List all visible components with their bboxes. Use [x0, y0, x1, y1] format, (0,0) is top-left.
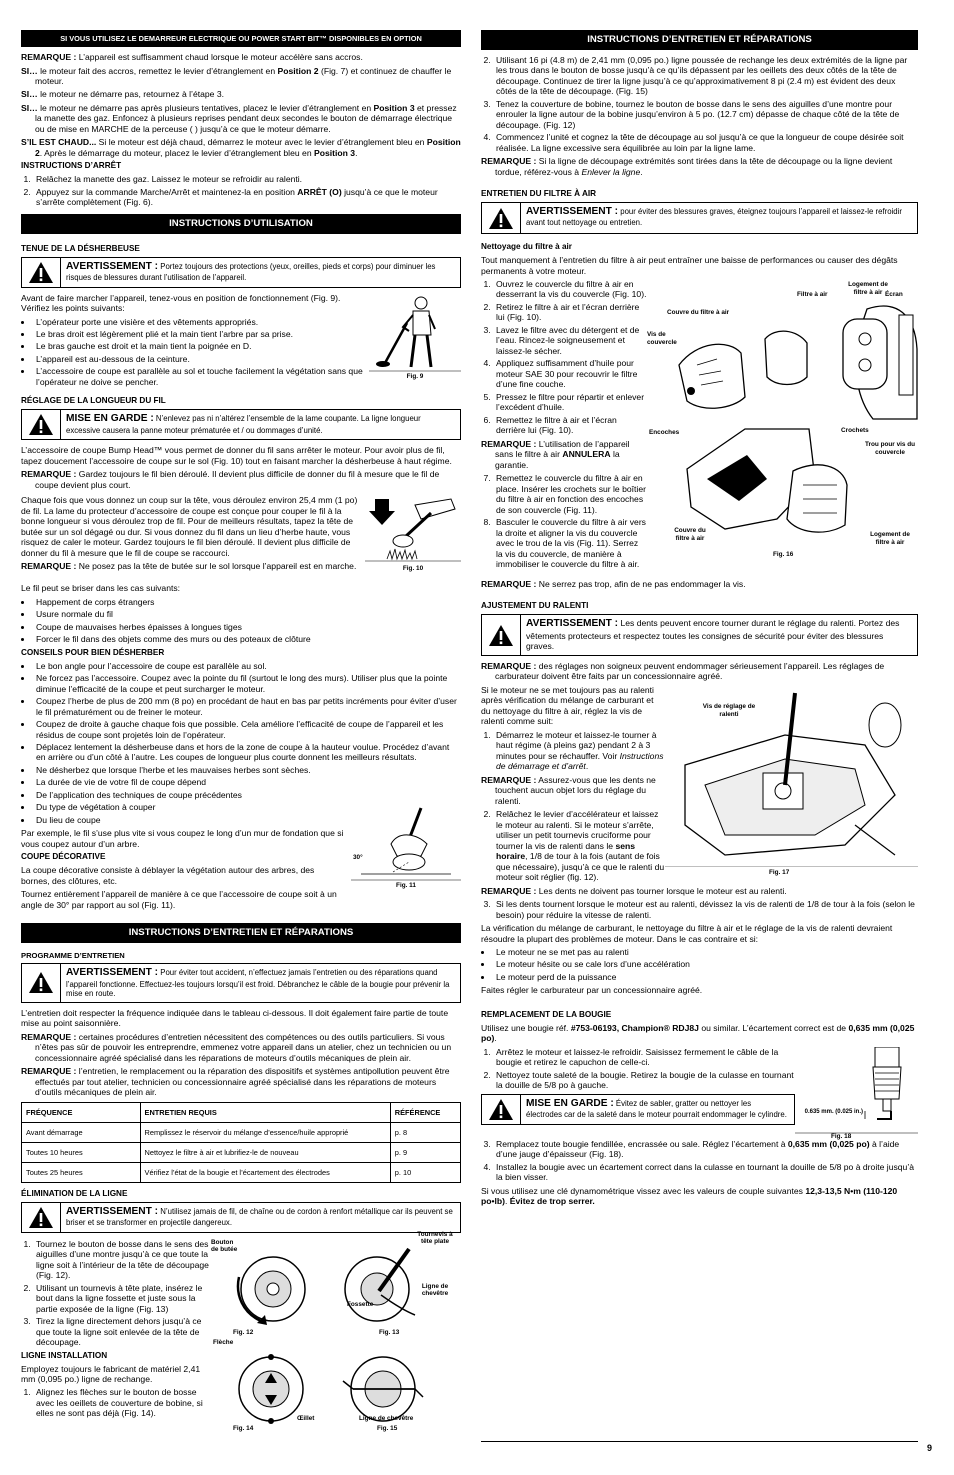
list-item: 4. Appliquez suffisamment d’huile pour moteur SAE 30 pour recouvrir le filtre d’une fine couche.	[493, 358, 647, 389]
paragraph: REMARQUE : Les dents ne doivent pas tourner lorsque le moteur est au ralenti.	[481, 885, 787, 896]
fig16-label: Vis de couvercle	[647, 331, 677, 346]
line-length-heading: RÉGLAGE DE LA LONGUEUR DU FIL	[21, 396, 166, 406]
idle-section	[481, 685, 918, 886]
list-item: 3. Tenez la couverture de bobine, tournez le bouton de bosse dans le sens des aiguilles d’une montre pour enrouler la ligne autour de la bobine jusqu’environ à 5 po. (12.7 cm) dépasse de chaque côté de la tête de découpage. (Fig. 12)	[493, 99, 918, 130]
list-item: • De l’application des techniques de coupe précédentes	[33, 790, 461, 800]
fig16-label: Logement de filtre à air	[848, 281, 888, 296]
line-install-continued	[481, 55, 918, 153]
cleaning-steps-continued	[481, 473, 647, 569]
line-removal-section	[21, 1230, 461, 1433]
figure-18	[795, 1047, 918, 1139]
list-item: 2. Nettoyez toute saleté de la bougie. Retirez la bougie de la culasse en tournant la douille de 5/8 po à gauche.	[493, 1070, 795, 1091]
table-cell: p. 10	[390, 1162, 460, 1182]
fig17-label: Vis de réglage de ralenti	[702, 702, 756, 718]
list-item: • Usure normale du fil	[33, 609, 461, 619]
figure-caption: Fig. 13	[379, 1328, 400, 1336]
paragraph: REMARQUE : L’appareil est suffisamment chaud lorsque le moteur accélère sans accros.	[21, 52, 363, 63]
list-item: • Du lieu de coupe	[33, 815, 461, 825]
list-item: 2. Relâchez le levier d’accélérateur et laissez le moteur au ralenti. Si le moteur s’arrête, utiliser un petit tournevis cruciforme pour tourner la vis de ralenti dans le sens horaire, 1/8 de tour à la fois (autant de fois que nécessaire), jusqu’à ce que le ralenti du moteur soit réglier (fig. 12).	[493, 809, 665, 882]
figure-10	[365, 497, 461, 573]
list-item: 8. Basculer le couvercle du filtre à air vers la droite et aligner la vis du couvercle avec le trou de la vis (Fig. 11). Serrez la vis du couvercle, de manière à immobiliser le couvercle du filtre à air.	[493, 517, 647, 569]
spark-plug-section	[481, 1047, 918, 1139]
warning-icon	[22, 964, 61, 1001]
paragraph: REMARQUE : Ne serrez pas trop, afin de ne pas endommager la vis.	[481, 579, 746, 589]
table-cell: Nettoyez le filtre à air et lubrifiez-le de nouveau	[140, 1142, 390, 1162]
list-item: • L’accessoire de coupe est parallèle au sol et touche facilement la végétation sans que l’opérateur ne doive se pencher.	[33, 366, 461, 387]
spark-plug-illustration	[795, 1047, 918, 1135]
paragraph: La coupe décorative consiste à déblayer la végétation autour des arbres, des bornes, des clôtures, etc.	[21, 865, 315, 886]
cleaning-steps	[481, 279, 647, 436]
break-causes	[21, 597, 461, 645]
column-header: RÉFÉRENCE	[390, 1102, 460, 1122]
list-item: 2. Utilisant un tournevis à tête plate, insérez le bout dans la ligne fossette et juste sous la partie exposée de la ligne (Fig. 13)	[33, 1283, 211, 1314]
figure-caption: Fig. 12	[233, 1328, 254, 1336]
fig16-label: Couvre du filtre à air	[674, 527, 706, 542]
warning-box: AVERTISSEMENT : Pour éviter tout accident, n’effectuez jamais l’entretien ou des réparations quand l’appareil fonctionne. Effectuez-les toujours lorsqu’il est froid. Débranchez le câble de la bougie pour prévenir la mise en route.	[21, 963, 461, 1002]
fig16-label: Logement de filtre à air	[870, 531, 910, 546]
paragraph: Employez toujours le fabricant de matériel 2,41 mm (0,095 po.) ligne de rechange.	[21, 1363, 201, 1384]
schedule-heading: PROGRAMME D’ENTRETIEN	[21, 950, 125, 960]
warning-icon	[482, 1095, 521, 1124]
list-item: 1. Arrêtez le moteur et laissez-le refroidir. Saisissez fermement le câble de la bougie et retirez le capuchon de celle-ci.	[493, 1047, 795, 1068]
list-item: 2. Appuyez sur la commande Marche/Arrêt et maintenez-la en position ARRÊT (O) jusqu’à ce que le moteur s’arrête complètement (Fig. 6).	[33, 187, 461, 208]
figure-caption: Fig. 10	[402, 565, 424, 573]
list-item: 4. Commencez l’unité et cognez la tête de découpage au sol jusqu’à ce que la longueur de coupe désirée soit réalisée. La ligne excessive sera équilibrée au loin par la ligne lame.	[493, 132, 918, 153]
fig18-label: 0.635 mm. (0.025 in.)	[804, 1108, 863, 1115]
figure-12-illustration	[225, 1243, 315, 1329]
paragraph: S’IL EST CHAUD... Si le moteur est déjà chaud, démarrez le moteur avec le levier d’étranglement bleu en Position 2. Après le démarrage du moteur, placez le levier d’étranglement bleu en Position 3.	[21, 137, 461, 158]
table-header-row	[22, 1102, 461, 1122]
hold-heading: TENUE DE LA DÉSHERBEUSE	[21, 243, 140, 253]
list-item: • L’appareil est au-dessous de la ceinture.	[33, 354, 461, 364]
figure-caption: Fig. 9	[406, 372, 424, 380]
operator-illustration	[369, 293, 461, 373]
list-item: • Coupez de droite à gauche chaque fois que possible. Cela améliore l’efficacité de coupe de l’appareil et les résidus de coupe sont projetés loin de l’opérateur.	[33, 719, 461, 740]
paragraph: Chaque fois que vous donnez un coup sur la tête, vous déroulez environ 25,4 mm (1 po) de fil. La lame du protecteur d’accessoire de coupe est conçue pour couper le fil à la bonne longueur si vous déroulez trop de fil. Pour de meilleurs résultats, tapez la tête de butée sur un sol dégagé ou dur. Si vous donnez du fil dans un lieu d’herbe haute, vous risquez de caler le moteur. Gardez toujours le fil bien déroulé. Il devient plus difficile de donner du fil à mesure que le fil de coupe se raccourci.	[21, 495, 358, 558]
paragraph: REMARQUE : Ne posez pas la tête de butée sur le sol lorsque l’appareil est en marche.	[21, 561, 357, 572]
list-item: • Le bras gauche est droit et la main tient la poignée en D.	[33, 341, 461, 351]
idle-steps-final	[481, 899, 918, 920]
list-item: • Forcer le fil dans des objets comme des murs ou des poteaux de clôture	[33, 634, 461, 644]
list-item: 6. Remettez le filtre à air et l’écran derrière lui (Fig. 10).	[493, 415, 647, 436]
figure-caption: Fig. 11	[396, 882, 416, 890]
figure-16-illustration	[647, 279, 918, 569]
paragraph: Avant de faire marcher l’appareil, tenez-vous en position de fonctionnement (Fig. 9). Vérifiez les points suivants:	[21, 292, 341, 314]
decorative-cut-illustration	[351, 804, 461, 882]
fig15-label: Ligne de chevêtre	[359, 1414, 414, 1422]
plug-steps	[481, 1047, 795, 1091]
warning-icon	[22, 258, 61, 287]
table-row	[22, 1122, 461, 1142]
list-item: 3. Tirez la ligne directement dehors jusqu’à ce que toute la ligne soit enlevée de la tête de découpage.	[33, 1316, 211, 1347]
column-header: ENTRETIEN REQUIS	[140, 1102, 390, 1122]
install-heading: LIGNE INSTALLATION	[21, 1350, 108, 1360]
operation-header: INSTRUCTIONS D’UTILISATION	[21, 214, 461, 234]
list-item: 1. Tournez le bouton de bosse dans le sens des aiguilles d’une montre jusqu’à ce que toute la ligne soit à l’intérieur de la tête de découpage (Fig. 12).	[33, 1239, 211, 1281]
list-item: • Le bon angle pour l’accessoire de coupe est parallèle au sol.	[33, 661, 461, 671]
table-cell: Remplissez le réservoir du mélange d’essence/huile approprié	[140, 1122, 390, 1142]
table-cell: Avant démarrage	[22, 1122, 141, 1142]
cleaning-heading: Nettoyage du filtre à air	[481, 242, 572, 252]
list-item: • Du type de végétation à couper	[33, 802, 461, 812]
table-cell: Toutes 25 heures	[22, 1162, 141, 1182]
table-cell: p. 9	[390, 1142, 460, 1162]
stop-heading: INSTRUCTIONS D’ARRÊT	[21, 161, 122, 171]
list-item: • Le moteur ne se met pas au ralenti	[493, 947, 918, 957]
paragraph: REMARQUE : L’utilisation de l’appareil sans le filtre à air ANNULERA la garantie.	[481, 438, 630, 470]
caution-box: MISE EN GARDE : Évitez de sabler, gratter ou nettoyer les électrodes car de la saleté dans le moteur pourrait endommager le cylindre.	[481, 1094, 795, 1125]
table-row	[22, 1142, 461, 1162]
electric-starter-header: SI VOUS UTILISEZ LE DEMARREUR ELECTRIQUE OU POWER START BIT™ DISPONIBLES EN OPTION	[21, 30, 461, 47]
paragraph: REMARQUE : l’entretien, le remplacement ou la réparation des dispositifs et systèmes antipollution peuvent être effectués par tout atelier, technicien ou concessionnaire agréé spécialisé dans les réparations de moteurs d’outils mécaniques de plein air.	[21, 1066, 450, 1098]
list-item: • Happement de corps étrangers	[33, 597, 461, 607]
line-removal-heading: ÉLIMINATION DE LA LIGNE	[21, 1188, 128, 1198]
fig16-label: Crochets	[841, 427, 869, 434]
list-item: 3. Lavez le filtre avec du détergent et de l’eau. Rincez-le soigneusement et laissez-le sécher.	[493, 325, 647, 356]
maintenance-schedule-table	[21, 1102, 461, 1183]
figure-caption: Fig. 18	[831, 1132, 852, 1140]
figure-caption: Fig. 17	[769, 868, 790, 876]
tips-list	[21, 661, 461, 826]
warning-icon	[482, 615, 521, 654]
angle-label: 30°	[353, 854, 363, 862]
fig16-label: Couvre du filtre à air	[667, 309, 730, 316]
idle-steps	[481, 730, 665, 772]
list-item: • Le bras droit est légèrement plié et la main tient l’arbre par sa prise.	[33, 329, 461, 339]
list-item: 2. Retirez le filtre à air et l’écran derrière lui (Fig. 10).	[493, 302, 647, 323]
fig13-label: Ligne de chevêtre	[421, 1282, 449, 1298]
paragraph: REMARQUE : Gardez toujours le fil bien déroulé. Il devient plus difficile de donner du fil à mesure que le fil de coupe devient plus court.	[21, 469, 440, 490]
list-item: 1. Relâchez la manette des gaz. Laissez le moteur se refroidir au ralenti.	[33, 174, 461, 184]
table-cell: p. 8	[390, 1122, 460, 1142]
removal-steps	[21, 1239, 211, 1348]
figure-caption: Fig. 14	[233, 1424, 254, 1432]
paragraph: Si le moteur ne se met toujours pas au ralenti après vérification du mélange de carburant et du nettoyage du filtre à air, réglez la vis de ralenti comme suit:	[481, 684, 654, 727]
paragraph: L’entretien doit respecter la fréquence indiquée dans le tableau ci-dessous. Il doit également faire partie de toute mise au point saisonnière.	[21, 1007, 449, 1029]
list-item: • L’opérateur porte une visière et des vêtements appropriés.	[33, 317, 461, 327]
decorative-heading: COUPE DÉCORATIVE	[21, 852, 106, 862]
list-item: • Ne désherbez que lorsque l’herbe et les mauvaises herbes sont sèches.	[33, 765, 461, 775]
paragraph: SI… le moteur fait des accros, remettez le levier d’étranglement en Position 2 (Fig. 7) et continuez de chauffer le moteur.	[21, 65, 452, 86]
table-cell: Toutes 10 heures	[22, 1142, 141, 1162]
fig16-label: Encoches	[649, 429, 680, 436]
idle-problems	[481, 947, 918, 982]
list-item: 3. Si les dents tournent lorsque le moteur est au ralenti, dévissez la vis de ralenti de 1/8 de tour à la fois (selon le besoin) pour réduire la vitesse de ralenti.	[493, 899, 918, 920]
figure-16	[647, 279, 918, 579]
table-row	[22, 1162, 461, 1182]
fig13-label: Fossette	[347, 1300, 374, 1308]
figure-caption: Fig. 16	[773, 551, 794, 558]
fig13-label: Tournevis à tête plate	[417, 1230, 453, 1246]
list-item: • Coupe de mauvaises herbes épaisses à longues tiges	[33, 622, 461, 632]
paragraph: REMARQUE : des réglages non soigneux peuvent endommager sérieusement l’appareil. Les réglages de carburateur doivent être faits par un concessionnaire agréé.	[481, 660, 885, 682]
table-cell: Vérifiez l’état de la bougie et l’écartement des électrodes	[140, 1162, 390, 1182]
fig16-label: Écran	[885, 291, 903, 298]
warning-box: AVERTISSEMENT : Portez toujours des protections (yeux, oreilles, pieds et corps) pour diminuer les risques de blessures durant l’utilisation de l’appareil.	[21, 257, 461, 288]
fig16-label: Trou pour vis du couvercle	[864, 441, 916, 456]
paragraph: Tournez entièrement l’appareil de manière à ce que l’accessoire de coupe soit à un angle de 30° par rapport au sol (Fig. 11).	[21, 889, 337, 910]
paragraph: REMARQUE : Assurez-vous que les dents ne touchent aucun objet lors du réglage du ralenti.	[481, 774, 656, 806]
list-item: 1. Alignez les flèches sur le bouton de bosse avec les oeillets de couverture de bobine, si elles ne sont pas déjà (Fig. 14).	[33, 1387, 211, 1418]
maintenance-header-left: INSTRUCTIONS D’ENTRETIEN ET RÉPARATIONS	[21, 923, 461, 943]
list-item: 2. Utilisant 16 pi (4.8 m) de 2,41 mm (0,095 po.) ligne poussée de rechange les deux extrémités de la ligne par les trous dans le bouton de bosse jusqu’à ce qu’ils dépassent par les oeillets des deux côtés de la tête de découpage. Continuez de tirer la ligne jusqu’à ce qu’approximativement 8 pi (2.4 m) est évident des deux côtés de la tête de découpage. (Fig. 15)	[493, 55, 918, 97]
stop-steps	[21, 174, 461, 207]
fig16-label: Filtre à air	[797, 291, 828, 298]
paragraph: Faites régler le carburateur par un concessionnaire agréé.	[481, 985, 703, 996]
paragraph: Le fil peut se briser dans les cas suivants:	[21, 583, 181, 594]
list-item: • Déplacez lentement la désherbeuse dans et hors de la zone de coupe à la hauteur voulue. Procédez d’avant en arrière ou d’un côté à l’autre. Les coupes de longueur plus courte donnent les meilleurs résultats.	[33, 742, 461, 763]
column-header: FRÉQUENCE	[22, 1102, 141, 1122]
paragraph: SI… le moteur ne démarre pas après plusieurs tentatives, placez le levier d’étranglement en Position 3 et pressez la manette des gaz. Enfoncez à plusieurs reprises pendant deux secondes le bouton de démarrage électrique ou de mise en MARCHE de la perceuse ( ) jusqu’à ce que le moteur démarre.	[21, 102, 457, 134]
warning-box: AVERTISSEMENT : Les dents peuvent encore tourner durant le réglage du ralenti. Portez des vêtements protecteurs et respectez toutes les consignes de sécurité pour éviter des blessures graves.	[481, 614, 918, 655]
warning-icon	[22, 410, 61, 439]
spark-plug-heading: REMPLACEMENT DE LA BOUGIE	[481, 1009, 612, 1019]
figure-9	[369, 293, 461, 381]
maintenance-header-right: INSTRUCTIONS D’ENTRETIEN ET RÉPARATIONS	[481, 30, 918, 50]
paragraph: REMARQUE : certaines procédures d’entretien nécessitent des compétences ou des outils particuliers. Si vous n’êtes pas sûr de pouvoir les entreprendre, emmenez votre appareil dans un atelier, chez un technicien ou un concessionnaire agréé spécialisé dans les réparations de moteurs d’outils mécaniques de plein air.	[21, 1031, 452, 1063]
list-item: 1. Ouvrez le couvercle du filtre à air en desserrant la vis du couvercle (Fig. 10).	[493, 279, 647, 300]
idle-heading: AJUSTEMENT DU RALENTI	[481, 601, 589, 611]
list-item: 3. Remplacez toute bougie fendillée, encrassée ou sale. Réglez l’écartement à 0,635 mm (0,025 po) à l’aide d’une jauge d’épaisseur (Fig. 18).	[493, 1139, 918, 1160]
air-filter-heading: ENTRETIEN DU FILTRE À AIR	[481, 189, 597, 199]
idle-steps-continued	[481, 809, 665, 882]
paragraph: Tout manquement à l’entretien du filtre à air peut entraîner une baisse de performances ou causer des dégâts permanents à votre moteur.	[481, 255, 898, 276]
warning-icon	[22, 1203, 61, 1232]
figures-12-15	[211, 1230, 461, 1433]
footer-rule	[481, 1441, 918, 1442]
paragraph: La vérification du mélange de carburant, le nettoyage du filtre à air et le réglage de la vis de ralenti devraient résoudre la plupart des problèmes de moteur. Dans le cas contraire et si:	[481, 923, 893, 944]
paragraph: Utilisez une bougie réf. #753-06193, Champion® RDJ8J ou similar. L’écartement correct est de 0,635 mm (0,025 po).	[481, 1022, 915, 1044]
right-column	[481, 30, 918, 1210]
list-item: • Le moteur hésite ou se cale lors d’une accélération	[493, 959, 918, 969]
list-item: • La durée de vie de votre fil de coupe dépend	[33, 777, 461, 787]
paragraph: Par exemple, le fil s’use plus vite si vous coupez le long d’un mur de fondation que si vous coupez autour d’un arbre.	[21, 828, 344, 849]
paragraph: REMARQUE : Si la ligne de découpage extrémités sont tirées dans la tête de découpage ou la ligne devient tordue, référez-vous à Enlever la ligne.	[481, 156, 893, 177]
list-item: • Ne forcez pas l’accessoire. Coupez avec la pointe du fil (surtout le long des murs). Utiliser plus que la pointe diminue l’efficacité de la coupe et peut surcharger le moteur.	[33, 673, 461, 694]
page-number: 9	[926, 1443, 932, 1453]
list-item: 4. Installez la bougie avec un écartement correct dans la culasse en tournant la douille de 5/8 po à droite jusqu’à la bien visser.	[493, 1162, 918, 1183]
figure-11	[351, 804, 461, 890]
list-item: 7. Remettez le couvercle du filtre à air en place. Insérer les crochets sur le boîtier du filtre à air en fonction des encoches de son couvercle (Fig. 11).	[493, 473, 647, 515]
tips-heading: CONSEILS POUR BIEN DÉSHERBER	[21, 647, 165, 657]
fig14-label: Flèche	[213, 1338, 234, 1346]
install-steps	[21, 1387, 211, 1418]
paragraph: L’accessoire de coupe Bump Head™ vous permet de donner du fil sans arrêter le moteur. Pour avoir plus de fil, tapez doucement l’accessoire de coupe sur le sol (Fig. 10) tout en faisant marcher la désherbeuse à haut régime.	[21, 445, 452, 466]
figure-caption: Fig. 15	[377, 1424, 398, 1432]
caution-box: MISE EN GARDE : N’enlevez pas ni n’altérez l’ensemble de la lame coupante. La ligne longueur excessive causera la panne moteur prématurée et / ou dommages d’unité.	[21, 409, 461, 440]
figure-17	[665, 685, 918, 875]
list-item: • Coupez l’herbe de plus de 200 mm (8 po) en procédant de haut en bas par petits incréments pour éviter d’user le fil prématurément ou de freiner le moteur.	[33, 696, 461, 717]
warning-box: AVERTISSEMENT : pour éviter des blessures graves, éteignez toujours l’appareil et laissez-le refroidir avant tout nettoyage ou entretien.	[481, 202, 918, 234]
list-item: 1. Démarrez le moteur et laissez-le tourner à haut régime (à pleins gaz) pendant 2 à 3 minutes pour se réchauffer. Voir Instructions de démarrage et d’arrêt.	[493, 730, 665, 772]
fig12-label: Bouton de butée	[211, 1238, 238, 1254]
plug-steps-continued	[481, 1139, 918, 1183]
list-item: 5. Pressez le filtre pour répartir et enlever l’excédent d’huile.	[493, 392, 647, 413]
warning-box: AVERTISSEMENT : N’utilisez jamais de fil, de chaîne ou de cordon à renfort métallique car ils peuvent se briser et se transformer en projectile dangereux.	[21, 1202, 461, 1233]
list-item: • Le moteur perd de la puissance	[493, 972, 918, 982]
paragraph: Si vous utilisez une clé dynamométrique vissez avec les valeurs de couple suivantes 12,3-13,5 N•m (110-120 po•lb). Évitez de trop serrer.	[481, 1185, 898, 1207]
left-column	[21, 30, 461, 1433]
air-filter-section	[481, 279, 918, 579]
paragraph: SI… le moteur ne démarre pas, retournez à l’étape 3.	[21, 89, 225, 100]
bump-head-illustration	[365, 497, 461, 565]
fig14-label: Œillet	[297, 1414, 315, 1422]
warning-icon	[482, 203, 521, 233]
